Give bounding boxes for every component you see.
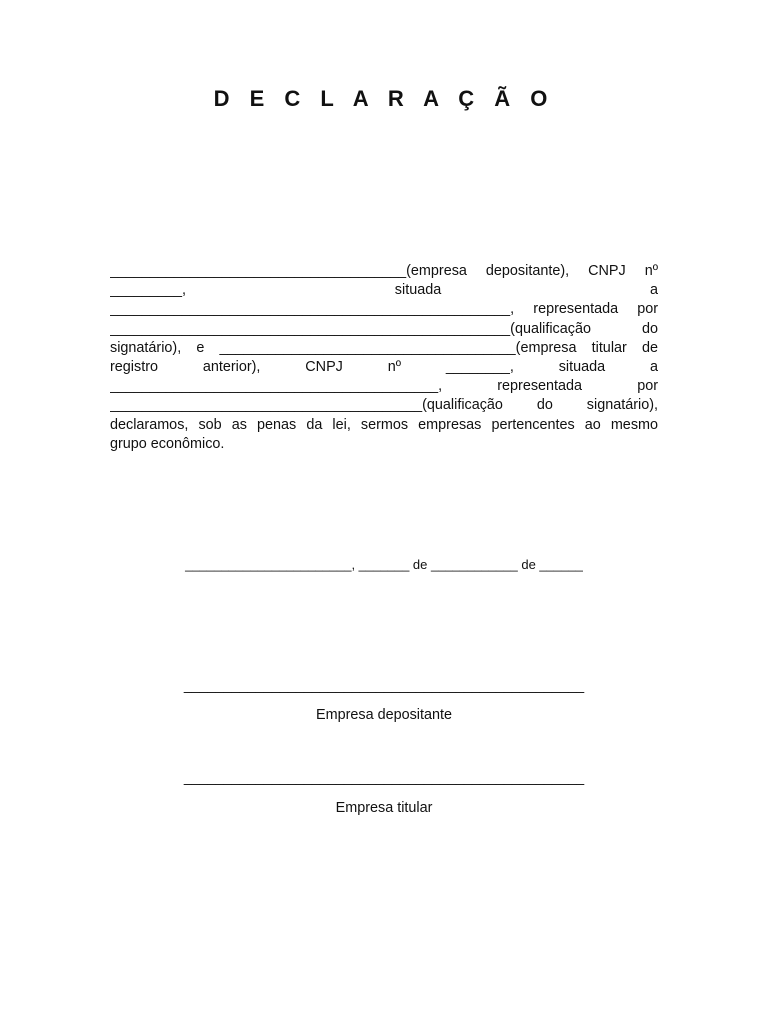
body-line: _________________________________________, representada por: [110, 378, 658, 395]
body-line: registro anterior), CNPJ nº ________, situada a: [110, 359, 658, 376]
body-line: signatário), e _____________________________________(empresa titular de: [110, 339, 658, 356]
body-line: declaramos, sob as penas da lei, sermos empresas pertencentes ao mesmo: [110, 416, 658, 433]
body-line: __________________________________________________, representada por: [110, 301, 658, 318]
document-title: D E C L A R A Ç Ã O: [213, 86, 555, 111]
body-line: _______________________________________(qualificação do signatário),: [110, 397, 658, 414]
body-line: grupo econômico.: [110, 435, 225, 452]
signature-line-depositante: __________________________________________________: [183, 678, 585, 694]
declaration-body: [110, 262, 658, 454]
body-line: _____________________________________(empresa depositante), CNPJ nº: [110, 263, 658, 279]
body-line: _________, situada a: [110, 282, 658, 299]
signature-line-titular: __________________________________________________: [183, 770, 585, 786]
place-date-line: _______________________, _______ de ____________ de ______: [185, 557, 583, 572]
signature-label-depositante: Empresa depositante: [316, 707, 452, 723]
body-line: __________________________________________________(qualificação do: [110, 320, 658, 337]
signature-label-titular: Empresa titular: [335, 800, 433, 816]
